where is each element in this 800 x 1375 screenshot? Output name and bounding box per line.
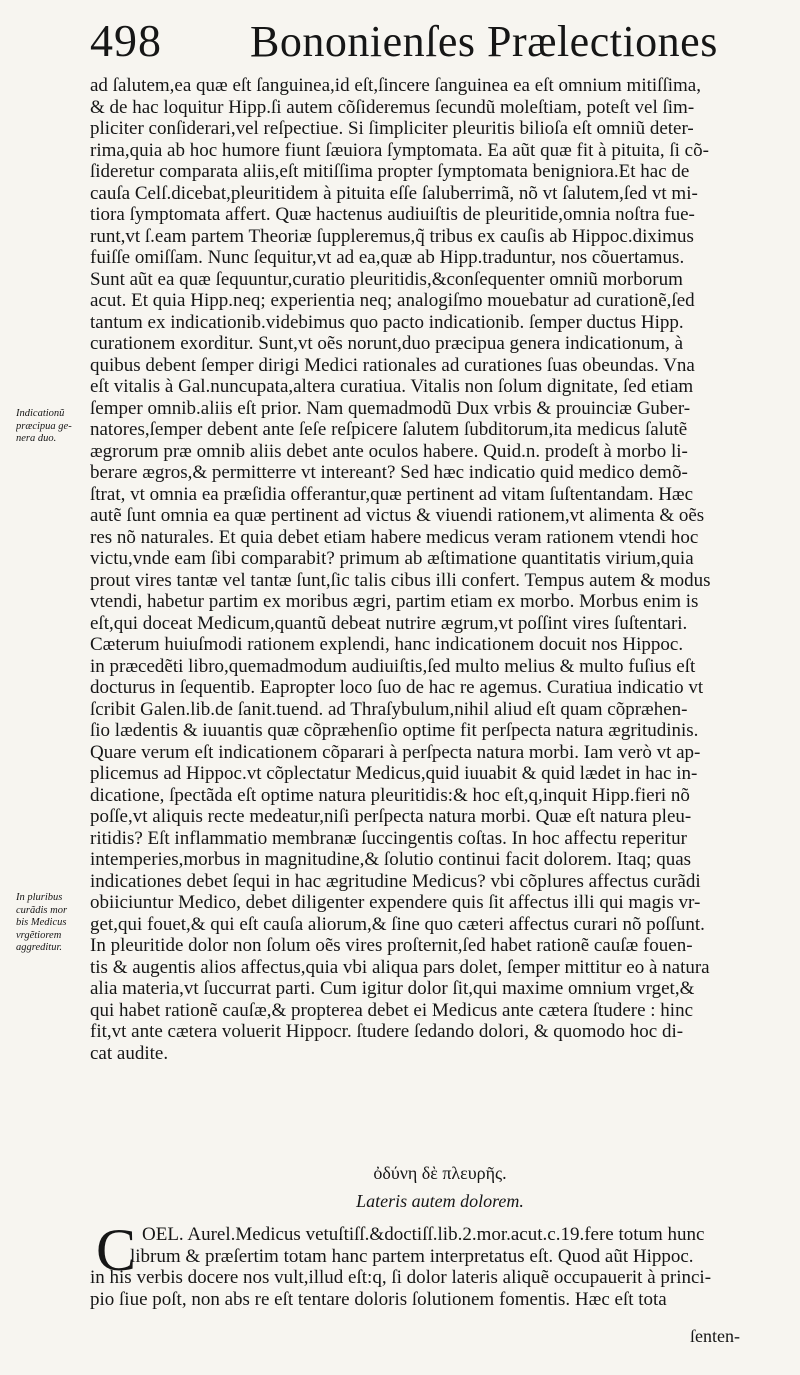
text-line: ad ſalutem,ea quæ eſt ſanguinea,id eſt,ſincere ſanguinea ea eſt omnium mitiſſima, xyxy=(90,75,701,96)
text-line: tantum ex indicationib.videbimus quo pacto indicationib. ſemper ductus Hipp. xyxy=(90,311,684,333)
text-line: dicatione, ſpectãda eſt optime natura pleuritidis:& hoc eſt,q,inquit Hipp.fieri nõ xyxy=(90,784,690,806)
text-line: ſideretur comparata aliis,eſt mitiſſima propter ſymptomata benigniora.Et hac de xyxy=(90,161,690,182)
text-line: fuiſſe omiſſam. Nunc ſequitur,vt ad ea,quæ ab Hipp.traduntur, nos cõuertamus. xyxy=(90,247,685,268)
text-line: eſt vitalis à Gal.nuncupata,altera curatiua. Vitalis non ſolum dignitate, ſed etiam xyxy=(90,376,694,397)
text-line: tis & augentis alios affectus,quia vbi aliqua pars dolet, ſemper mittitur eo à natura xyxy=(90,956,710,978)
commentary-line: OEL. Aurel.Medicus vetuſtiſſ.&doctiſſ.lib.2.mor.acut.c.19.fere totum hunc xyxy=(142,1224,705,1245)
text-line: pliciter conſiderari,vel reſpectiue. Si ſimpliciter pleuritis bilioſa eſt omniũ deter- xyxy=(90,118,694,139)
lemma-greek: ὀδύνη δὲ πλευρῆς. xyxy=(373,1163,507,1183)
text-line: intemperies,morbus in magnitudine,& ſolutio continui facit dolorem. Itaq; quas xyxy=(90,849,692,870)
running-head xyxy=(90,14,790,74)
running-title: Bononienſes Prælectiones xyxy=(250,17,718,66)
text-line: Quare verum eſt indicationem cõparari à perſpecta natura morbi. Iam verò vt ap- xyxy=(90,741,701,763)
text-line: ſtrat, vt omnia ea præſidia offerantur,quæ pertinent ad vitam ſuſtentandam. Hæc xyxy=(90,483,694,505)
text-line: qui habet rationẽ cauſæ,& propterea debet ei Medicus ante cætera ſtudere : hinc xyxy=(90,999,694,1021)
margin-note-line: curãdis mor xyxy=(16,904,68,916)
drop-cap: C xyxy=(96,1217,137,1283)
text-line: In pleuritide dolor non ſolum oẽs vires proſternit,ſed habet rationẽ cauſæ fouen- xyxy=(90,935,693,956)
text-line: vtendi, habetur partim ex moribus ægri, partim etiam ex morbo. Morbus enim is xyxy=(90,591,699,612)
text-line: prout vires tantæ vel tantæ ſunt,ſic talis cibus illi confert. Tempus autem & modus xyxy=(90,569,711,591)
margin-note-line: aggreditur. xyxy=(16,942,62,953)
commentary-line: librum & præſertim totam hanc partem interpretatus eſt. Quod aũt Hippoc. xyxy=(130,1245,694,1267)
text-line: cat audite. xyxy=(90,1042,169,1064)
text-line: tiora ſymptomata affert. Quæ hactenus audiuiſtis de pleuritide,omnia noſtra fue- xyxy=(90,204,695,225)
text-line: eſt,qui doceat Medicum,quantũ debeat nutrire ægrum,vt poſſint vires ſuſtentari. xyxy=(90,612,688,634)
text-line: plicemus ad Hippoc.vt cõplectatur Medicus,quid iuuabit & quid lædet in hac in- xyxy=(90,763,698,784)
catchword: ſenten- xyxy=(690,1326,740,1346)
margin-note-line: præcipua ge- xyxy=(16,420,72,432)
text-line: berare ægros,& permitterre vt intereant? Sed hæc indicatio quid medico demõ- xyxy=(90,462,688,483)
text-line: ſcribit Galen.lib.de ſanit.tuend. ad Thraſybulum,nihil aliud eſt quam cõpræhen- xyxy=(90,698,688,720)
text-line: alia materia,vt ſuccurrat parti. Cum igitur dolor ſit,qui maxime omnium vrget,& xyxy=(90,978,695,999)
text-line: poſſe,vt aliquis recte medeatur,niſi perſpecta natura morbi. Quæ eſt natura pleu- xyxy=(90,806,692,827)
text-line: fit,vt ante cætera voluerit Hippocr. ſtudere ſedando dolori, & quomodo hoc di- xyxy=(90,1021,684,1042)
page-number: 498 xyxy=(90,15,162,66)
margin-note-line: nera duo. xyxy=(16,433,57,444)
text-line: res nõ naturales. Et quia debet etiam habere medicus veram rationem vtendi hoc xyxy=(90,526,699,548)
commentary-line: pio ſiue poſt, non abs re eſt tentare doloris ſolutionem fomentis. Hæc eſt tota xyxy=(90,1288,667,1310)
text-line: cauſa Celſ.dicebat,pleuritidem à pituita eſſe ſaluberrimã, nõ vt ſalutem,ſed vt mi- xyxy=(90,182,698,204)
text-line: indicationes debet ſequi in hac ægritudine Medicus? vbi cõplures affectus curãdi xyxy=(90,870,701,892)
text-line: runt,vt ſ.eam partem Theoriæ ſuppleremus,q̃ tribus ex cauſis ab Hippoc.diximus xyxy=(90,225,694,247)
text-line: ſemper omnib.aliis eſt prior. Nam quemadmodũ Dux vrbis & prouinciæ Guber- xyxy=(90,397,691,419)
text-line: Cæterum huiuſmodi rationem explendi, hanc indicationem docuit nos Hippoc. xyxy=(90,634,684,655)
text-line: ſio lædentis & iuuantis quæ cõpræhenſio optime fit perſpecta natura ægritudinis. xyxy=(90,720,699,741)
margin-note-line: bis Medicus xyxy=(16,917,67,928)
commentary-block xyxy=(90,1217,790,1310)
text-line: obiiciuntur Medico, debet diligenter expendere quis ſit affectus illi qui magis vr- xyxy=(90,892,701,913)
text-line: curationem exorditur. Sunt,vt oẽs norunt,duo præcipua genera indicationum, à xyxy=(90,333,684,354)
margin-note-line: vrgẽtiorem xyxy=(16,929,62,941)
text-line: ægrorum præ omnib aliis debet ante oculos habere. Quid.n. prodeſt à morbo li- xyxy=(90,440,688,462)
text-line: autẽ ſunt omnia ea quæ pertinent ad victus & viuendi rationem,vt alimenta & oẽs xyxy=(90,505,705,526)
text-line: acut. Et quia Hipp.neq; experientia neq; analogiſmo mouebatur ad curationẽ,ſed xyxy=(90,290,695,311)
text-line: & de hac loquitur Hipp.ſi autem cõſideremus ſecundũ moleſtiam, poteſt vel ſim- xyxy=(90,96,695,118)
margin-note-line: In pluribus xyxy=(16,892,63,903)
text-line: in præcedẽti libro,quemadmodum audiuiſtis,ſed multo melius & multo fuſius eſt xyxy=(90,655,696,677)
text-line: quibus debent ſemper dirigi Medici rationales ad curationes ſuas obeundas. Vna xyxy=(90,354,695,376)
lemma-latin: Lateris autem dolorem. xyxy=(356,1191,524,1211)
text-line: docturus in ſequentib. Eapropter loco ſuo de hac re agemus. Curatiua indicatio vt xyxy=(90,677,704,698)
text-line: get,qui fouet,& qui eſt cauſa aliorum,& ſine quo cæteri affectus curari nõ poſſunt. xyxy=(90,913,705,935)
text-line: rima,quia ab hoc humore fiunt ſæuiora ſymptomata. Ea aũt quæ fit à pituita, ſi cõ- xyxy=(90,139,709,161)
text-line: Sunt aũt ea quæ ſequuntur,curatio pleuritidis,&conſequenter omniũ morborum xyxy=(90,268,683,290)
margin-note-urgent-affections xyxy=(16,892,92,955)
margin-note-indications xyxy=(16,408,92,446)
margin-note-line: Indicationũ xyxy=(16,408,65,419)
text-line: ritidis? Eſt inflammatio membranæ ſuccingentis coſtas. In hoc affectu reperitur xyxy=(90,827,687,849)
main-text-block xyxy=(90,75,790,1064)
commentary-line: in his verbis docere nos vult,illud eſt:q, ſi dolor lateris aliquẽ occupauerit à princi- xyxy=(90,1267,712,1288)
text-line: victu,vnde eam ſibi comparabit? primum ab æſtimatione quantitatis virium,quia xyxy=(90,548,694,569)
text-line: natores,ſemper debent ante ſeſe reſpicere ſalutem ſubditorum,ita medicus ſalutẽ xyxy=(90,419,688,440)
